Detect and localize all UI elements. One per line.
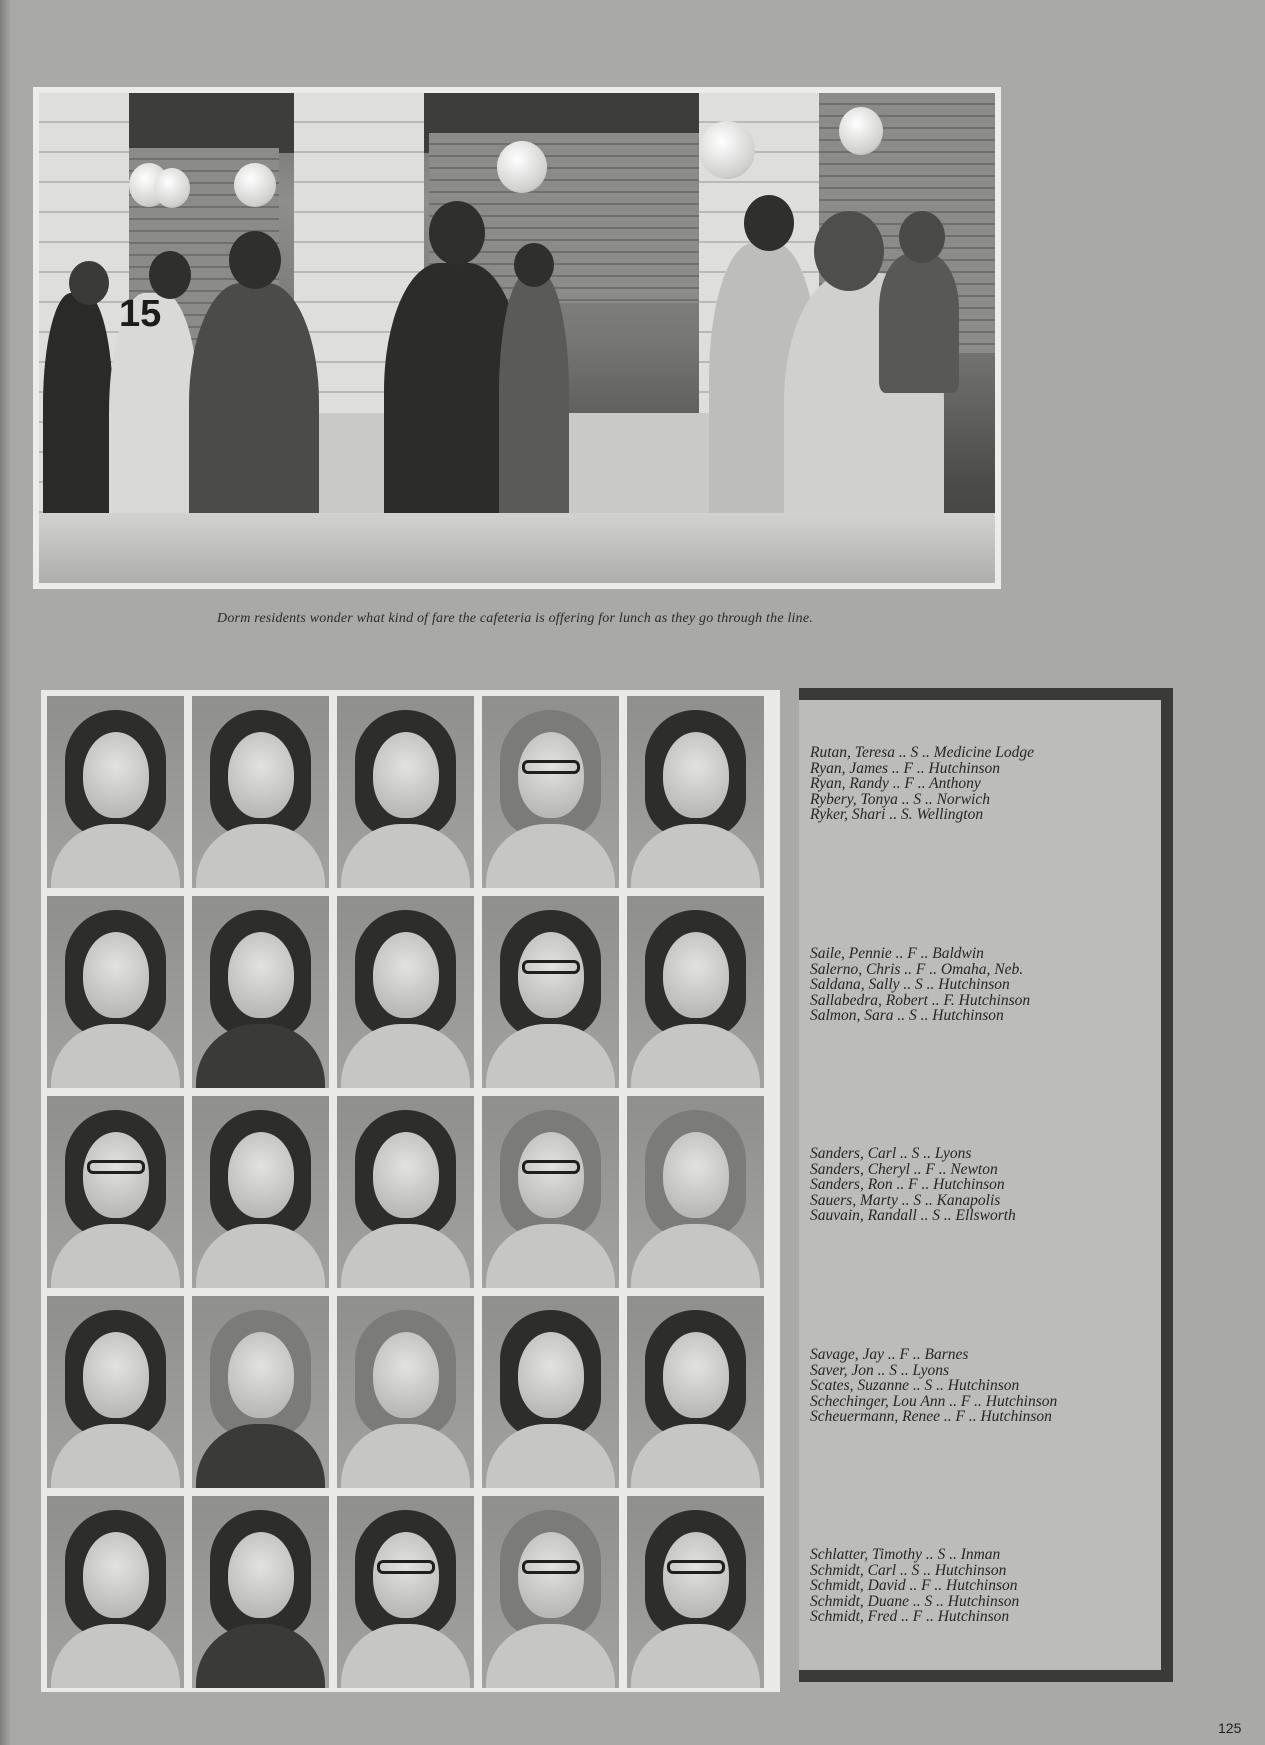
student-name-line: Schmidt, Duane .. S .. Hutchinson (810, 1592, 1020, 1610)
student-portrait (47, 1296, 184, 1488)
student-name-line: Saver, Jon .. S .. Lyons (810, 1361, 950, 1379)
name-group-2 (810, 946, 1160, 1024)
student-portrait (47, 896, 184, 1088)
student-portrait (627, 896, 764, 1088)
student-portrait (627, 1296, 764, 1488)
student-portrait (47, 1496, 184, 1688)
student-name-line: Sanders, Carl .. S .. Lyons (810, 1145, 972, 1162)
student-name-line: Schechinger, Lou Ann .. F .. Hutchinson (810, 1392, 1058, 1410)
student-portrait (482, 1496, 619, 1688)
name-group-1 (810, 745, 1160, 823)
student-name-line: Schmidt, Carl .. S .. Hutchinson (810, 1561, 1007, 1579)
name-list-panel (799, 688, 1173, 1682)
student-name-line: Salerno, Chris .. F .. Omaha, Neb. (810, 960, 1024, 978)
student-portrait (482, 1096, 619, 1288)
name-group-5 (810, 1547, 1160, 1625)
student-portrait (192, 1096, 329, 1288)
student-name-line: Sauers, Marty .. S .. Kanapolis (810, 1191, 1001, 1209)
photo-caption: Dorm residents wonder what kind of fare the cafeteria is offering for lunch as they go through the line. (217, 611, 813, 626)
student-name-line: Sauvain, Randall .. S .. Ellsworth (810, 1207, 1016, 1225)
name-group-4 (810, 1347, 1160, 1425)
portrait-row (47, 1096, 774, 1288)
student-portrait (627, 1496, 764, 1688)
name-group-3 (810, 1146, 1160, 1224)
page-spine-shadow (0, 0, 10, 1745)
student-name-line: Sanders, Cheryl .. F .. Newton (810, 1160, 998, 1178)
student-portrait (482, 696, 619, 888)
student-portrait (337, 1096, 474, 1288)
student-portrait (47, 696, 184, 888)
student-portrait (482, 896, 619, 1088)
jersey-number: 15 (119, 293, 162, 335)
student-name-line: Sanders, Ron .. F .. Hutchinson (810, 1176, 1005, 1194)
student-name-line: Rutan, Teresa .. S .. Medicine Lodge (810, 744, 1035, 761)
student-portrait (192, 696, 329, 888)
portrait-row (47, 1296, 774, 1488)
student-portrait (627, 696, 764, 888)
student-name-line: Saile, Pennie .. F .. Baldwin (810, 945, 984, 962)
page-number: 125 (1218, 1720, 1242, 1736)
portrait-row (47, 1496, 774, 1688)
portrait-grid (41, 690, 780, 1692)
student-portrait (192, 1496, 329, 1688)
student-name-line: Ryan, Randy .. F .. Anthony (810, 775, 981, 793)
student-portrait (337, 1296, 474, 1488)
portrait-row (47, 896, 774, 1088)
portrait-row (47, 696, 774, 888)
student-portrait (337, 696, 474, 888)
student-name-line: Scheuermann, Renee .. F .. Hutchinson (810, 1408, 1052, 1426)
student-portrait (192, 1296, 329, 1488)
student-name-line: Schmidt, David .. F .. Hutchinson (810, 1577, 1018, 1595)
student-portrait (627, 1096, 764, 1288)
student-portrait (192, 896, 329, 1088)
student-name-line: Sallabedra, Robert .. F. Hutchinson (810, 991, 1031, 1009)
student-name-line: Savage, Jay .. F .. Barnes (810, 1346, 969, 1363)
student-portrait (47, 1096, 184, 1288)
cafeteria-scene (39, 93, 995, 583)
student-name-line: Ryan, James .. F .. Hutchinson (810, 759, 1000, 777)
student-name-line: Saldana, Sally .. S .. Hutchinson (810, 976, 1010, 994)
student-name-line: Rybery, Tonya .. S .. Norwich (810, 790, 990, 808)
student-portrait (337, 896, 474, 1088)
student-portrait (482, 1296, 619, 1488)
cafeteria-photo (33, 87, 1001, 589)
student-name-line: Scates, Suzanne .. S .. Hutchinson (810, 1377, 1020, 1395)
student-name-line: Ryker, Shari .. S. Wellington (810, 806, 984, 824)
student-name-line: Schlatter, Timothy .. S .. Inman (810, 1546, 1001, 1563)
student-name-line: Salmon, Sara .. S .. Hutchinson (810, 1007, 1004, 1025)
student-name-line: Schmidt, Fred .. F .. Hutchinson (810, 1608, 1010, 1626)
student-portrait (337, 1496, 474, 1688)
